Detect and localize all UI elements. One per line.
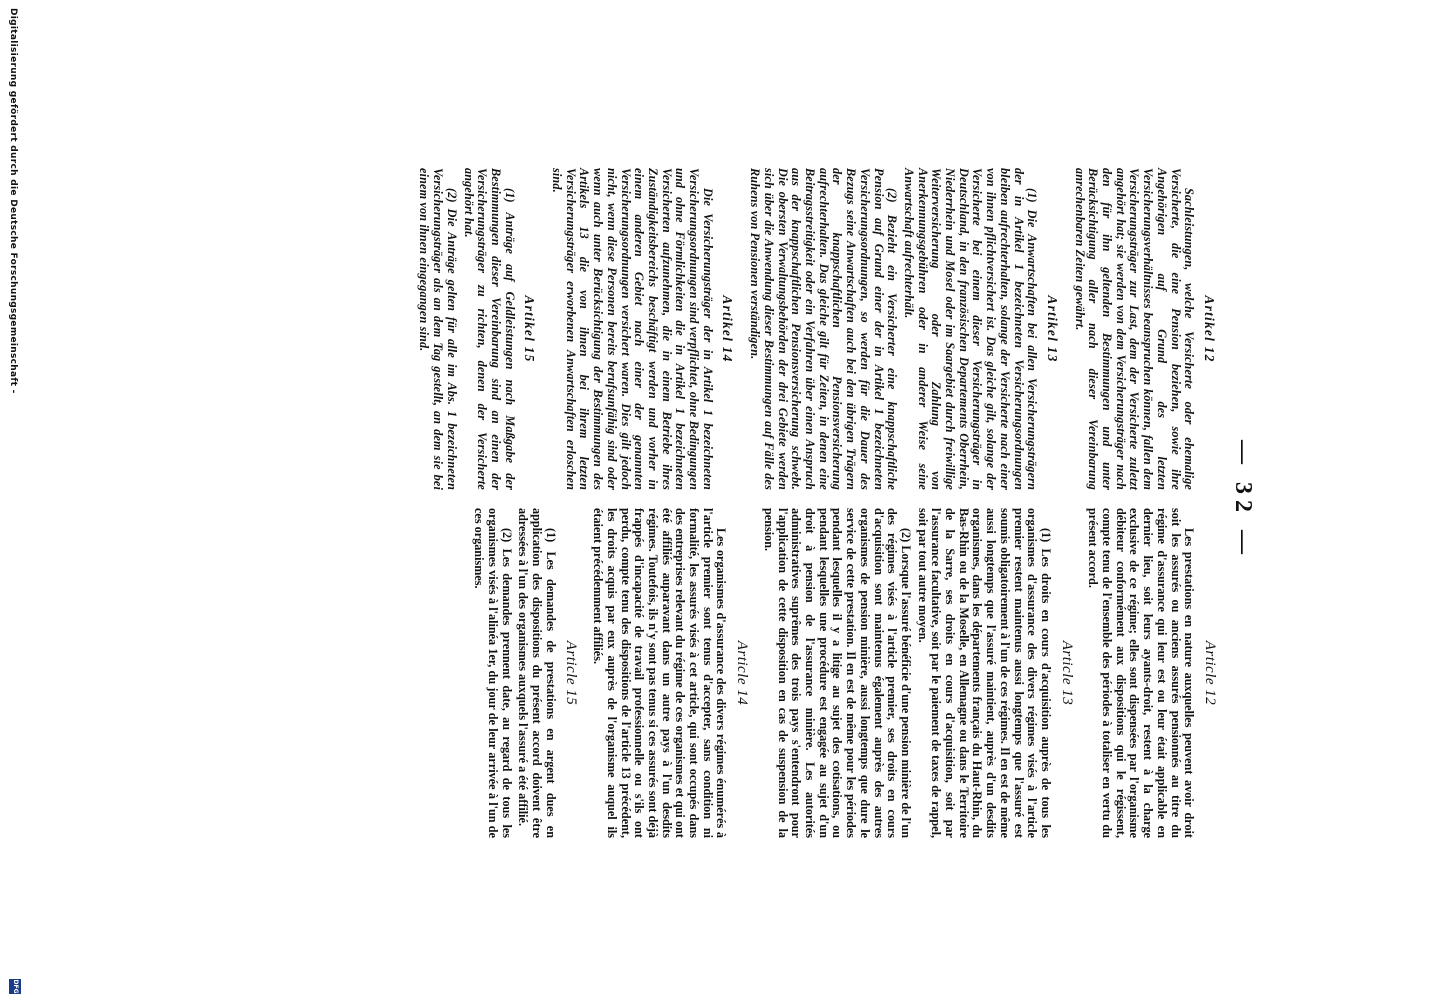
german-article-12 [1072, 168, 1216, 490]
article-heading: Artikel 15 [522, 295, 538, 363]
french-article-15 [472, 508, 578, 838]
article-heading: Article 15 [563, 640, 580, 706]
article-heading: Artikel 14 [720, 295, 736, 363]
dfg-logo-icon: DFG [9, 979, 21, 994]
article-heading: Article 12 [1202, 640, 1218, 706]
article-paragraph: Die Versicherungsträger der in Artikel 1 bezeichneten Versicherungsordnungen sind verpflichtet, ohne Bedingungen und ohne Förmlichkeiten die in Artikel 1 bezeichneten Versicherten aufzunehmen, die in einem Betriebe ihres Zuständigkeitsbereichs beschäftigt werden und vorher in einem anderen Gebiet nach einer der genannten Versicherungsordnungen versichert waren. Dies gilt jedoch nicht, wenn diese Personen bereits berufsunfähig sind oder wenn auch unter Berücksichtigung der Bestimmungen des Artikels 13 die von ihnen bei ihrem letzten Versicherungsträger erworbenen Anwartschaften erloschen sind. [550, 168, 715, 490]
german-article-13 [748, 168, 1059, 490]
french-column [459, 508, 1216, 838]
article-paragraph: Sachleistungen, welche Versicherte oder ehemalige Versicherte, die eine Pension beziehen, sowie ihre Angehörigen auf Grund des letzten Versicherungsverhältnisses beanspruchen können, fallen dem Versicherungsträger zur Last, dem der Versicherte zuletzt angehört hat; sie werden von dem Versicherungsträger nach den für ihn geltenden Bestimmungen und unter Berücksichtigung aller nach dieser Vereinbarung anrechenbaren Zeiten gewährt. [1072, 168, 1197, 490]
digitization-footer [4, 0, 24, 1000]
article-paragraph: Les prestations en nature auxquelles peuvent avoir droit soit les assurés ou anciens assurés pensionnés au titre du régime d'assurance qui leur est ou leur était applicable en dernier lieu, soit leurs ayants-droit, restent à la charge exclusive de ce régime; elles sont dispensées par l'organisme débiteur conformément aux dispositions qui le régissent, compte tenu de l'ensemble des périodes à totaliser en vertu du présent accord. [1086, 508, 1197, 838]
article-heading: Article 13 [1058, 640, 1075, 706]
article-heading: Artikel 13 [1044, 295, 1060, 363]
article-paragraph: (2) Lorsque l'assuré bénéficie d'une pension minière de l'un des régimes visés à l'article premier, ses droits en cours d'acquisition sont maintenus également auprès des autres organismes de pension minière, aussi longtemps que dure le service de cette prestation. Il en est de même pour les périodes pendant lesquelles il y a litige au sujet des cotisations, ou pendant lesquelles une procédure est engagée au sujet d'un droit à pension de l'assurance minière. Les autorités administratives suprêmes des trois pays s'entendront pour l'application de cette disposition en cas de suspension de la pension. [761, 508, 913, 838]
article-paragraph: (1) Les demandes de prestations en argent dues en application des dispositions du présent accord doivent être adressées à l'un des organismes auxquels l'assuré a été affilié. [516, 508, 558, 838]
german-column [404, 168, 1216, 490]
french-article-12 [1086, 508, 1216, 838]
footer-credit-text: Digitalisierung gefördert durch die Deutsche Forschungsgemeinschaft - [8, 8, 18, 394]
article-heading: Artikel 12 [1202, 295, 1217, 363]
article-paragraph: (2) Die Anträge gelten für alle im Abs. 1 bezeichneten Versicherungsträger als an dem Tag gestellt, an dem sie bei einem von ihnen eingegangen sind. [417, 168, 459, 490]
article-paragraph: (1) Die Anwartschaften bei allen Versicherungsträgern der in Artikel 1 bezeichneten Versicherungsordnungen bleiben aufrechterhalten, solange der Versicherte nach einer von ihnen pflichtversichert ist. Das gleiche gilt, solange der Versicherte bei einem dieser Versicherungsträger in Deutschland, in den französischen Departements Oberrhein, Niederrhein und Mosel oder im Saargebiet durch freiwillige Weiterversicherung oder Zahlung von Anerkennungsgebühren oder in anderer Weise seine Anwartschaft aufrechterhält. [901, 168, 1040, 490]
page-number: — 32 — [1230, 440, 1256, 560]
article-heading: Article 14 [734, 640, 751, 706]
french-article-14 [590, 508, 751, 838]
french-article-13 [761, 508, 1075, 838]
article-paragraph: (1) Anträge auf Geldleistungen nach Maßgabe der Bestimmungen dieser Vereinbarung sind an einen der Versicherungsträger zu richten, denen der Versicherte angehört hat. [461, 168, 517, 490]
article-paragraph: (2) Bezieht ein Versicherter eine knappschaftliche Pension auf Grund einer der in Artikel 1 bezeichneten Versicherungsordnungen, so werden für die Dauer des Bezugs seine Anwartschaften auch bei den übrigen Trägern der knappschaftlichen Pensionsversicherung aufrechterhalten. Das gleiche gilt für Zeiten, in denen eine Beitragsstreitigkeit oder ein Verfahren über einen Anspruch aus der knappschaftlichen Pensionsversicherung schwebt. Die obersten Verwaltungsbehörden der drei Gebiete werden sich über die Anwendung dieser Bestimmungen auf Fälle des Ruhens von Pensionen verständigen. [748, 168, 900, 490]
article-paragraph: Les organismes d'assurance des divers régimes énumérés à l'article premier sont tenus d'accepter, sans condition ni formalité, les assurés visés à cet article, qui sont occupés dans des entreprises relevant du régime de ces organismes et qui ont été affiliés auparavant dans un autre pays à l'un desdits régimes. Toutefois, ils n'y sont pas tenus si ces assurés sont déjà frappés d'incapacité de travail professionnelle ou s'ils ont perdu, compte tenu des dispositions de l'article 13 précédent, les droits acquis par eux auprès de l'organisme auquel ils étaient précédemment affiliés. [591, 508, 729, 838]
article-paragraph: (1) Les droits en cours d'acquisition auprès de tous les organismes d'assurance des divers régimes visés à l'article premier restent maintenus aussi longtemps que l'assuré est soumis obligatoirement à l'un de ces régimes. Il en est de même aussi longtemps que l'assuré maintient, auprès d'un desdits organismes, dans les départements français du Haut-Rhin, du Bas-Rhin ou de la Moselle, en Allemagne ou dans le Territoire de la Sarre, ses droits en cours d'acquisition, soit par l'assurance facultative, soit par le paiement de taxes de rappel, soit par tout autre moyen. [915, 508, 1053, 838]
german-article-15 [417, 168, 537, 490]
article-paragraph: (2) Les demandes prennent date, au regard de tous les organismes visés à l'alinéa 1er, du jour de leur arrivée à l'un de ces organismes. [472, 508, 514, 838]
german-article-14 [549, 168, 734, 490]
